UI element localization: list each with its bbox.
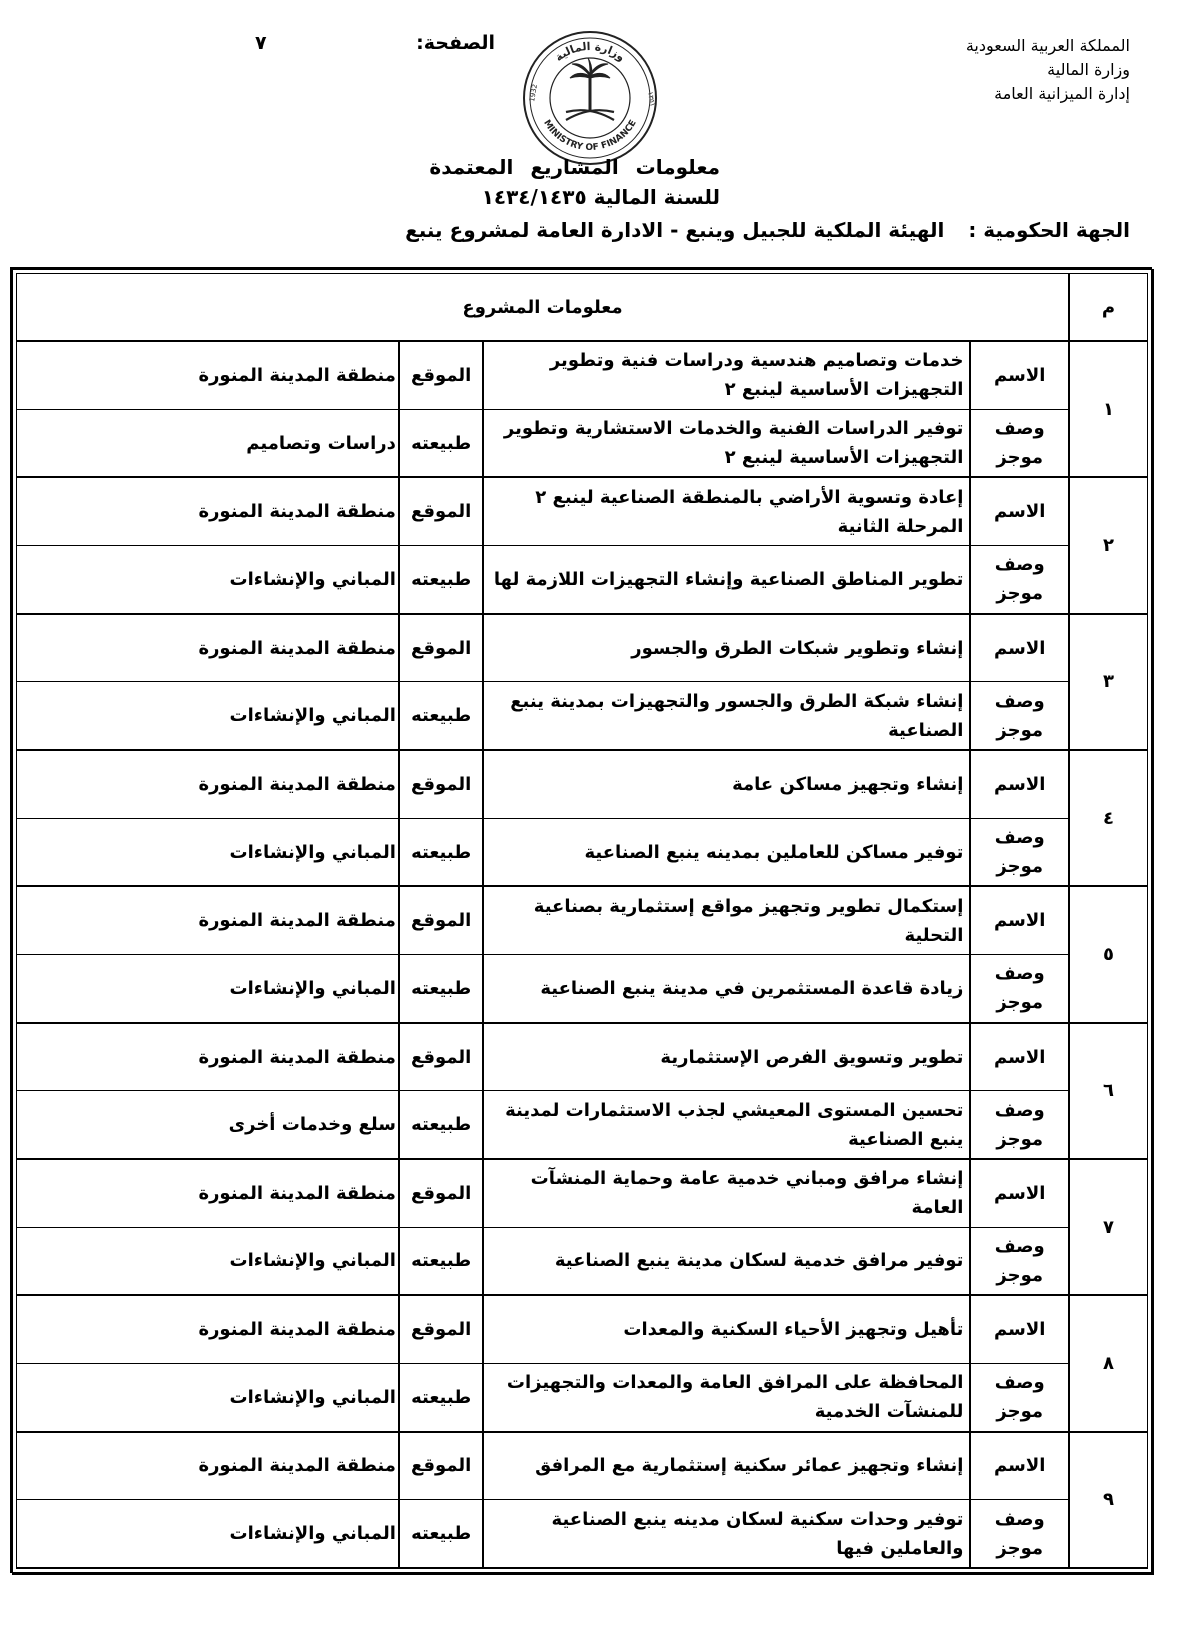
- project-description: إنشاء شبكة الطرق والجسور والتجهيزات بمدينة ينبع الصناعية: [483, 682, 970, 750]
- project-description: توفير مرافق خدمية لسكان مدينة ينبع الصناعية: [483, 1227, 970, 1295]
- project-name: إنشاء وتجهيز مساكن عامة: [483, 750, 970, 818]
- project-nature: دراسات وتصاميم: [17, 409, 399, 477]
- department-name: إدارة الميزانية العامة: [994, 84, 1130, 103]
- label-name: الاسم: [970, 1432, 1069, 1500]
- label-brief-description: وصف موجز: [970, 1091, 1069, 1159]
- project-description: توفير وحدات سكنية لسكان مدينه ينبع الصناعية والعاملين فيها: [483, 1500, 970, 1568]
- logo-year-left: 1932: [528, 83, 540, 103]
- page-number: ٧: [255, 32, 267, 54]
- project-description-row: [17, 409, 1148, 477]
- label-nature: طبيعته: [399, 546, 484, 614]
- project-number: ٧: [1069, 1159, 1147, 1295]
- label-name: الاسم: [970, 1023, 1069, 1091]
- project-name: إعادة وتسوية الأراضي بالمنطقة الصناعية لينبع ٢ المرحلة الثانية: [483, 477, 970, 545]
- column-header-number: م: [1069, 274, 1147, 342]
- label-nature: طبيعته: [399, 682, 484, 750]
- project-number: ٨: [1069, 1295, 1147, 1431]
- project-location: منطقة المدينة المنورة: [17, 477, 399, 545]
- project-name: إنشاء وتجهيز عمائر سكنية إستثمارية مع المرافق: [483, 1432, 970, 1500]
- label-name: الاسم: [970, 477, 1069, 545]
- project-name-row: [17, 1432, 1148, 1500]
- project-description: زيادة قاعدة المستثمرين في مدينة ينبع الصناعية: [483, 955, 970, 1023]
- project-nature: المباني والإنشاءات: [17, 818, 399, 886]
- label-nature: طبيعته: [399, 1227, 484, 1295]
- label-brief-description: وصف موجز: [970, 818, 1069, 886]
- project-nature: المباني والإنشاءات: [17, 1363, 399, 1431]
- project-number: ٣: [1069, 614, 1147, 750]
- project-description-row: [17, 546, 1148, 614]
- project-nature: المباني والإنشاءات: [17, 546, 399, 614]
- project-name-row: [17, 1023, 1148, 1091]
- project-description: تطوير المناطق الصناعية وإنشاء التجهيزات اللازمة لها: [483, 546, 970, 614]
- label-location: الموقع: [399, 477, 484, 545]
- country-name: المملكة العربية السعودية: [965, 36, 1130, 55]
- ministry-name: وزارة المالية: [1047, 60, 1130, 79]
- label-name: الاسم: [970, 341, 1069, 409]
- project-name: تطوير وتسويق الفرص الإستثمارية: [483, 1023, 970, 1091]
- label-location: الموقع: [399, 1295, 484, 1363]
- project-location: منطقة المدينة المنورة: [17, 886, 399, 954]
- project-name: تأهيل وتجهيز الأحياء السكنية والمعدات: [483, 1295, 970, 1363]
- palm-and-swords-icon: [566, 58, 614, 120]
- label-location: الموقع: [399, 886, 484, 954]
- project-nature: المباني والإنشاءات: [17, 955, 399, 1023]
- project-description: المحافظة على المرافق العامة والمعدات والتجهيزات للمنشآت الخدمية: [483, 1363, 970, 1431]
- document-titles: [380, 152, 720, 212]
- label-name: الاسم: [970, 886, 1069, 954]
- project-description-row: [17, 1091, 1148, 1159]
- project-location: منطقة المدينة المنورة: [17, 614, 399, 682]
- project-description-row: [17, 955, 1148, 1023]
- agency-label: الجهة الحكومية :: [968, 218, 1130, 242]
- project-description: توفير مساكن للعاملين بمدينه ينبع الصناعية: [483, 818, 970, 886]
- label-brief-description: وصف موجز: [970, 409, 1069, 477]
- project-description-row: [17, 1227, 1148, 1295]
- issuer-block: [870, 34, 1130, 106]
- label-nature: طبيعته: [399, 409, 484, 477]
- label-nature: طبيعته: [399, 1500, 484, 1568]
- project-name: إنشاء وتطوير شبكات الطرق والجسور: [483, 614, 970, 682]
- project-name-row: [17, 750, 1148, 818]
- project-name: خدمات وتصاميم هندسية ودراسات فنية وتطوير التجهيزات الأساسية لينبع ٢: [483, 341, 970, 409]
- label-location: الموقع: [399, 1023, 484, 1091]
- logo-year-right: ١٣٥١: [646, 90, 657, 108]
- project-number: ١: [1069, 341, 1147, 477]
- project-location: منطقة المدينة المنورة: [17, 341, 399, 409]
- label-name: الاسم: [970, 614, 1069, 682]
- project-description-row: [17, 682, 1148, 750]
- project-nature: المباني والإنشاءات: [17, 1500, 399, 1568]
- label-location: الموقع: [399, 1159, 484, 1227]
- project-number: ٥: [1069, 886, 1147, 1022]
- label-brief-description: وصف موجز: [970, 682, 1069, 750]
- label-name: الاسم: [970, 1159, 1069, 1227]
- label-brief-description: وصف موجز: [970, 1500, 1069, 1568]
- project-number: ٢: [1069, 477, 1147, 613]
- project-description: تحسين المستوى المعيشي لجذب الاستثمارات لمدينة ينبع الصناعية: [483, 1091, 970, 1159]
- label-brief-description: وصف موجز: [970, 1227, 1069, 1295]
- project-description-row: [17, 818, 1148, 886]
- project-name: إستكمال تطوير وتجهيز مواقع إستثمارية بصناعية التحلية: [483, 886, 970, 954]
- project-name: إنشاء مرافق ومباني خدمية عامة وحماية المنشآت العامة: [483, 1159, 970, 1227]
- label-location: الموقع: [399, 750, 484, 818]
- project-name-row: [17, 477, 1148, 545]
- column-header-project-info: معلومات المشروع: [17, 274, 1070, 342]
- agency-value: الهيئة الملكية للجبيل وينبع - الادارة العامة لمشروع ينبع: [405, 218, 945, 242]
- logo-english-text: MINISTRY OF FINANCE: [541, 118, 639, 154]
- table-header-row: [17, 274, 1148, 342]
- ministry-of-finance-logo: [520, 28, 660, 168]
- project-number: ٦: [1069, 1023, 1147, 1159]
- project-nature: سلع وخدمات أخرى: [17, 1091, 399, 1159]
- project-description-row: [17, 1363, 1148, 1431]
- label-nature: طبيعته: [399, 955, 484, 1023]
- project-location: منطقة المدينة المنورة: [17, 1159, 399, 1227]
- label-name: الاسم: [970, 750, 1069, 818]
- project-location: منطقة المدينة المنورة: [17, 750, 399, 818]
- projects-table: [16, 273, 1148, 1569]
- label-nature: طبيعته: [399, 818, 484, 886]
- label-name: الاسم: [970, 1295, 1069, 1363]
- page-label: الصفحة:: [416, 32, 495, 54]
- label-brief-description: وصف موجز: [970, 1363, 1069, 1431]
- label-nature: طبيعته: [399, 1091, 484, 1159]
- government-agency: [405, 218, 1130, 242]
- projects-table-frame: [10, 267, 1152, 1573]
- logo-arabic-text: وزارة المالية: [552, 39, 628, 65]
- label-nature: طبيعته: [399, 1363, 484, 1431]
- project-location: منطقة المدينة المنورة: [17, 1295, 399, 1363]
- project-nature: المباني والإنشاءات: [17, 1227, 399, 1295]
- project-nature: المباني والإنشاءات: [17, 682, 399, 750]
- project-description: توفير الدراسات الفنية والخدمات الاستشارية وتطوير التجهيزات الأساسية لينبع ٢: [483, 409, 970, 477]
- project-number: ٩: [1069, 1432, 1147, 1568]
- label-brief-description: وصف موجز: [970, 546, 1069, 614]
- project-location: منطقة المدينة المنورة: [17, 1023, 399, 1091]
- project-number: ٤: [1069, 750, 1147, 886]
- project-description-row: [17, 1500, 1148, 1568]
- project-name-row: [17, 1295, 1148, 1363]
- project-location: منطقة المدينة المنورة: [17, 1432, 399, 1500]
- fiscal-year: للسنة المالية ١٤٣٤/١٤٣٥: [481, 185, 720, 209]
- project-name-row: [17, 614, 1148, 682]
- document-title: معلومات المشاريع المعتمدة: [429, 155, 720, 179]
- project-name-row: [17, 886, 1148, 954]
- project-name-row: [17, 1159, 1148, 1227]
- project-name-row: [17, 341, 1148, 409]
- label-location: الموقع: [399, 341, 484, 409]
- label-location: الموقع: [399, 614, 484, 682]
- label-location: الموقع: [399, 1432, 484, 1500]
- label-brief-description: وصف موجز: [970, 955, 1069, 1023]
